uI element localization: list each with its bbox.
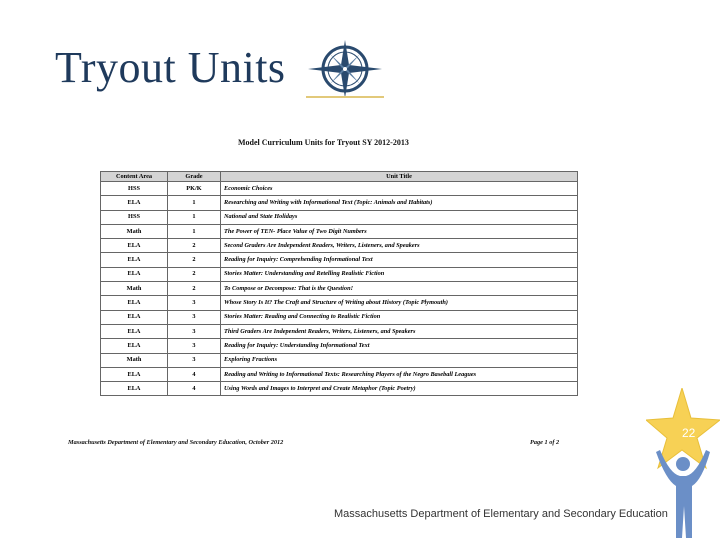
unit-title-cell: National and State Holidays — [221, 210, 578, 224]
content-area-cell: ELA — [101, 267, 168, 281]
unit-title-cell: Second Graders Are Independent Readers, Writers, Listeners, and Speakers — [221, 239, 578, 253]
document-footer-page: Page 1 of 2 — [530, 439, 560, 446]
grade-cell: 2 — [168, 239, 221, 253]
table-row — [101, 310, 578, 324]
grade-cell: PK/K — [168, 182, 221, 196]
table-row — [101, 239, 578, 253]
grade-cell: 3 — [168, 296, 221, 310]
table-row — [101, 296, 578, 310]
unit-title-cell: Reading for Inquiry: Comprehending Informational Text — [221, 253, 578, 267]
unit-title-cell: Reading and Writing to Informational Texts: Researching Players of the Negro Baseball Leagues — [221, 367, 578, 381]
table-row — [101, 182, 578, 196]
content-area-cell: HSS — [101, 182, 168, 196]
table-row — [101, 339, 578, 353]
unit-title-cell: Economic Choices — [221, 182, 578, 196]
table-row — [101, 196, 578, 210]
grade-cell: 1 — [168, 196, 221, 210]
content-area-cell: ELA — [101, 367, 168, 381]
compass-rose-icon — [306, 38, 384, 100]
grade-cell: 3 — [168, 339, 221, 353]
unit-title-cell: Researching and Writing with Informational Text (Topic: Animals and Habitats) — [221, 196, 578, 210]
page-number: 22 — [682, 426, 696, 440]
content-area-cell: ELA — [101, 382, 168, 396]
grade-cell: 4 — [168, 382, 221, 396]
table-row — [101, 353, 578, 367]
title-underline — [306, 96, 384, 98]
content-area-cell: Math — [101, 353, 168, 367]
table-row — [101, 367, 578, 381]
grade-cell: 4 — [168, 367, 221, 381]
content-area-cell: ELA — [101, 324, 168, 338]
content-area-cell: ELA — [101, 239, 168, 253]
column-header: Unit Title — [221, 172, 578, 182]
unit-title-cell: Using Words and Images to Interpret and Create Metaphor (Topic Poetry) — [221, 382, 578, 396]
column-header: Content Area — [101, 172, 168, 182]
content-area-cell: Math — [101, 224, 168, 238]
unit-title-cell: Third Graders Are Independent Readers, Writers, Listeners, and Speakers — [221, 324, 578, 338]
content-area-cell: ELA — [101, 196, 168, 210]
table-row — [101, 324, 578, 338]
unit-title-cell: Reading for Inquiry: Understanding Informational Text — [221, 339, 578, 353]
unit-title-cell: Stories Matter: Reading and Connecting to Realistic Fiction — [221, 310, 578, 324]
slide-footer: Massachusetts Department of Elementary and Secondary Education — [334, 508, 668, 520]
curriculum-document — [60, 128, 580, 458]
table-row — [101, 210, 578, 224]
table-header-row — [101, 172, 578, 182]
grade-cell: 3 — [168, 310, 221, 324]
grade-cell: 2 — [168, 267, 221, 281]
content-area-cell: HSS — [101, 210, 168, 224]
content-area-cell: ELA — [101, 310, 168, 324]
content-area-cell: Math — [101, 282, 168, 296]
unit-title-cell: To Compose or Decompose: That is the Question! — [221, 282, 578, 296]
content-area-cell: ELA — [101, 339, 168, 353]
column-header: Grade — [168, 172, 221, 182]
unit-title-cell: Exploring Fractions — [221, 353, 578, 367]
grade-cell: 3 — [168, 353, 221, 367]
grade-cell: 2 — [168, 253, 221, 267]
document-heading: Model Curriculum Units for Tryout SY 2012-2013 — [238, 138, 409, 147]
unit-title-cell: Whose Story Is It? The Craft and Structure of Writing about History (Topic Plymouth) — [221, 296, 578, 310]
grade-cell: 2 — [168, 282, 221, 296]
table-row — [101, 267, 578, 281]
table-row — [101, 282, 578, 296]
content-area-cell: ELA — [101, 296, 168, 310]
table-row — [101, 382, 578, 396]
content-area-cell: ELA — [101, 253, 168, 267]
unit-title-cell: Stories Matter: Understanding and Retelling Realistic Fiction — [221, 267, 578, 281]
table-row — [101, 253, 578, 267]
slide-title: Tryout Units — [55, 43, 286, 92]
unit-title-cell: The Power of TEN- Place Value of Two Digit Numbers — [221, 224, 578, 238]
document-footer-source: Massachusetts Department of Elementary and Secondary Education, October 2012 — [68, 439, 284, 446]
units-table — [100, 171, 578, 396]
table-row — [101, 224, 578, 238]
grade-cell: 3 — [168, 324, 221, 338]
grade-cell: 1 — [168, 224, 221, 238]
grade-cell: 1 — [168, 210, 221, 224]
